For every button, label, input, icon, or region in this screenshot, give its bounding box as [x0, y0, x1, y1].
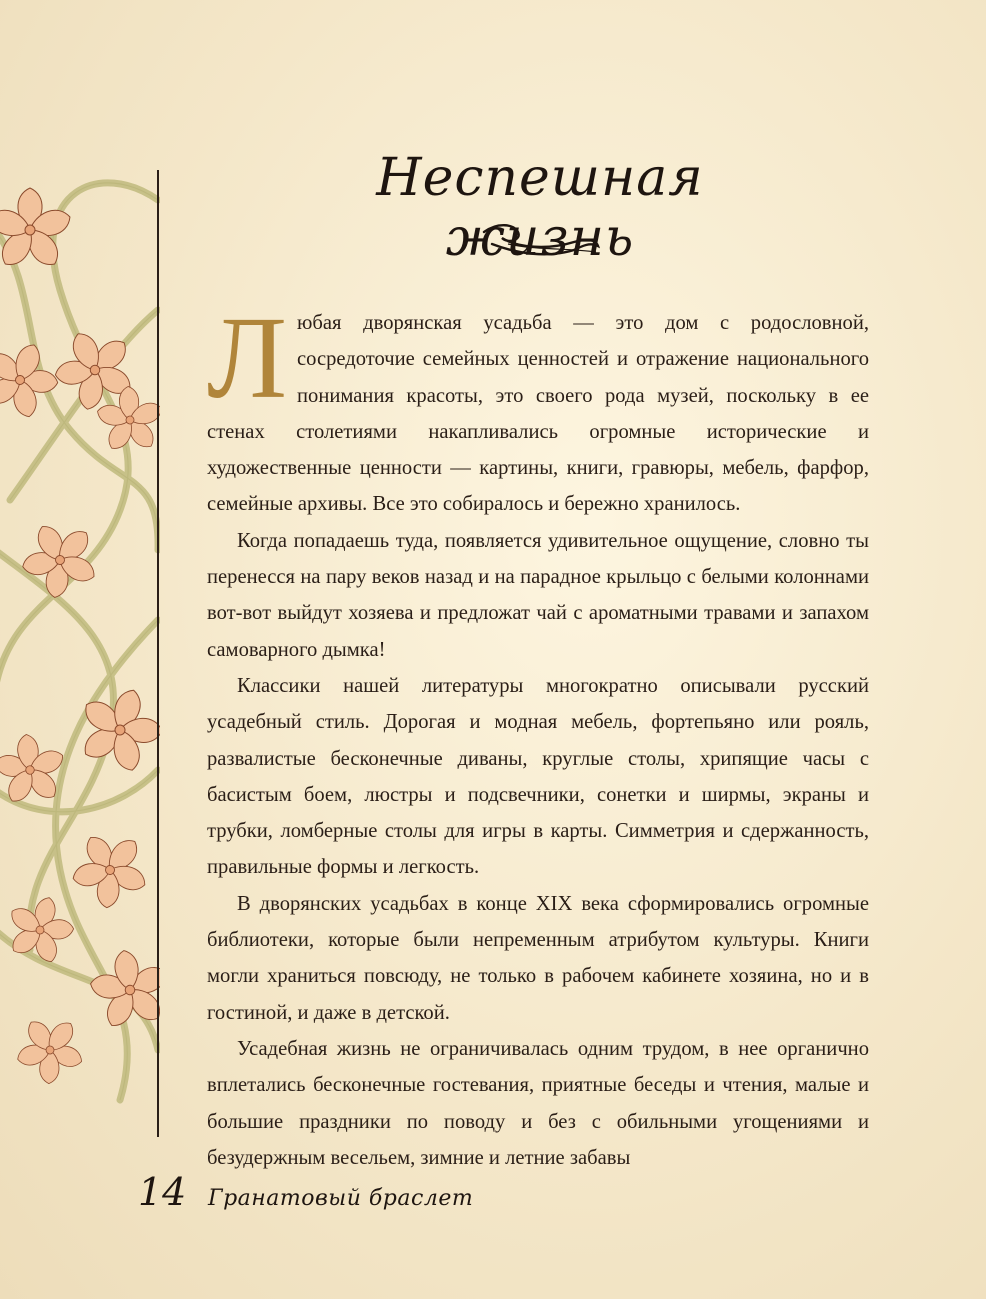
- paragraph-5: Усадебная жизнь не ограничивалась одним трудом, в нее органично вплетались бесконечные гостевания, приятные беседы и чтения, малые и большие праздники по поводу и без с обильными угощениями и безудержным весельем, зимние и летние забавы: [207, 1037, 869, 1169]
- paragraph-1: [207, 292, 869, 523]
- page-number: 14: [138, 1170, 187, 1214]
- paragraph-1-text: юбая дворянская усадьба — это дом с родословной, сосредоточие семейных ценностей и отражение национального понимания красоты, это своего рода музей, поскольку в ее стенах столетиями накапливались огромные исторические и художественные ценности — картины, книги, гравюры, мебель, фарфор, семейные архивы. Все это собиралось и бережно хранилось.: [207, 312, 869, 516]
- chapter-title: Неспешная жизнь: [376, 148, 704, 268]
- running-title: Гранатовый браслет: [208, 1186, 474, 1211]
- flower-icon: [0, 188, 74, 271]
- flower-icon: [7, 1006, 93, 1094]
- paragraph-3: Классики нашей литературы многократно описывали русский усадебный стиль. Дорогая и модная мебель, фортепьяно или рояль, развалистые бесконечные диваны, круглые столы, хрипящие часы с басистым боем, люстры и подсвечники, сонетки и ширмы, экраны и трубки, ломберные столы для игры в карты. Симметрия и сдержанность, правильные формы и легкость.: [207, 674, 869, 879]
- title-flourish: [478, 218, 604, 258]
- floral-ornament: [0, 170, 160, 1135]
- flower-icon: [0, 338, 60, 422]
- paragraph-2: Когда попадаешь туда, появляется удивительное ощущение, словно ты перенесся на пару веков назад и на парадное крыльцо с белыми колоннами вот-вот выйдут хозяева и предложат чай с ароматными травами и запахом самоварного дымка!: [207, 529, 869, 661]
- paragraph-4: В дворянских усадьбах в конце XIX века сформировались огромные библиотеки, которые были непременным атрибутом культуры. Книги могли храниться повсюду, не только в рабочем кабинете хозяина, но и в гостиной, и даже в детской.: [207, 892, 869, 1024]
- vertical-rule: [157, 170, 159, 1137]
- body-text: [207, 292, 869, 1176]
- drop-cap: Л: [207, 292, 288, 423]
